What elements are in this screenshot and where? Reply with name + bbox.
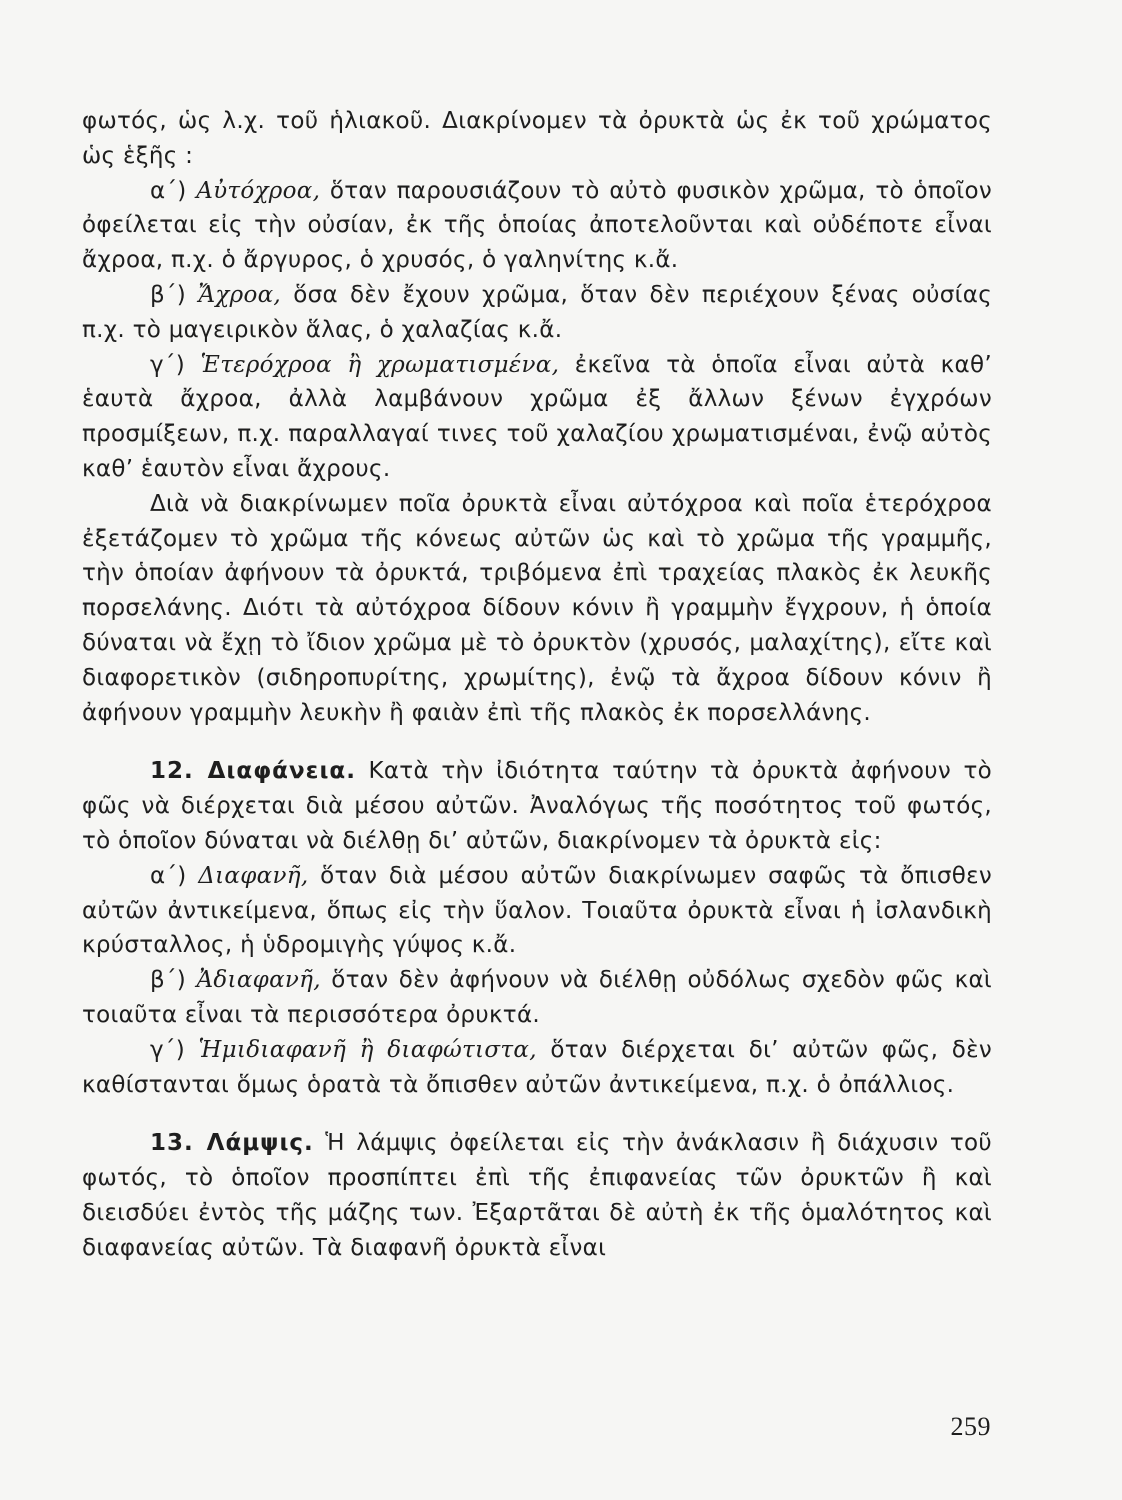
item-term: Αὐτόχροα, [196,177,321,204]
item-text: ἐκεῖνα τὰ ὁποῖα εἶναι αὐτὰ καθ’ ἑαυτὰ ἄχροα, ἀλλὰ λαμβάνουν χρῶμα ἐξ ἄλλων ξένων ἐγχρόων προσμίξεων, π.χ. παραλλαγαί τινες τοῦ χαλαζίου χρωματισμέναι, ἐνῷ αὐτὸς καθ’ ἑαυτὸν εἶναι ἄχρους. [82,351,992,482]
item-text: ὅταν δὲν ἀφήνουν νὰ διέλθῃ οὐδόλως σχεδὸν φῶς καὶ τοιαῦτα εἶναι τὰ περισσότερα ὀρυκτά. [82,967,992,1028]
paragraph-streak-test: Διὰ νὰ διακρίνωμεν ποῖα ὀρυκτὰ εἶναι αὐτόχροα καὶ ποῖα ἑτερόχροα ἐξετάζομεν τὸ χρῶμα τῆς κόνεως αὐτῶν ὡς καὶ τὸ χρῶμα τῆς γραμμῆς, τὴν ὁποίαν ἀφήνουν τὰ ὀρυκτά, τριβόμενα ἐπὶ τραχείας πλακὸς ἐκ λευκῆς πορσελάνης. Διότι τὰ αὐτόχροα δίδουν κόνιν ἢ γραμμὴν ἔγχρουν, ἡ ὁποία δύναται νὰ ἔχῃ τὸ ἴδιον χρῶμα μὲ τὸ ὀρυκτὸν (χρυσός, μαλαχίτης), εἴτε καὶ διαφορετικὸν (σιδηροπυρίτης, χρωμίτης), ἐνῷ τὰ ἄχροα δίδουν κόνιν ἢ ἀφήνουν γραμμὴν λευκὴν ἢ φαιὰν ἐπὶ τῆς πλακὸς ἐκ πορσελλάνης. [82,490,992,726]
body-text [82,104,992,1266]
list-item-diafani [82,859,992,963]
section-text: Ἡ λάμψις ὀφείλεται εἰς τὴν ἀνάκλασιν ἢ διάχυσιν τοῦ φωτός, τὸ ὁποῖον προσπίπτει ἐπὶ τῆς ἐπιφανείας τῶν ὀρυκτῶν ἢ καὶ διεισδύει ἐντὸς τῆς μάζης των. Ἐξαρτᾶται δὲ αὐτὴ ἐκ τῆς ὁμαλότητος καὶ διαφανείας αὐτῶν. Τὰ διαφανῆ ὀρυκτὰ εἶναι [82,1130,992,1261]
list-item-achroa [82,278,992,348]
item-marker: β΄) [150,967,187,994]
item-term: Ἄχροα, [198,281,282,308]
item-term: Ἑτερόχροα ἢ χρωματισμένα, [200,351,560,378]
section-text: Κατὰ τὴν ἰδιότητα ταύτην τὰ ὀρυκτὰ ἀφήνουν τὸ φῶς νὰ διέρχεται διὰ μέσου αὐτῶν. Ἀναλόγως τῆς ποσότητος τοῦ φωτός, τὸ ὁποῖον δύναται νὰ διέλθῃ δι’ αὐτῶν, διακρίνομεν τὰ ὀρυκτὰ εἰς: [82,758,993,854]
item-marker: β΄) [150,281,187,308]
item-marker: α΄) [150,862,187,889]
list-item-imidiafani [82,1033,992,1103]
item-text: ὅταν διὰ μέσου αὐτῶν διακρίνωμεν σαφῶς τὰ ὄπισθεν αὐτῶν ἀντικείμενα, ὅπως εἰς τὴν ὕαλον. Τοιαῦτα ὀρυκτὰ εἶναι ἡ ἰσλανδικὴ κρύσταλλος, ἡ ὑδρομιγὴς γύψος κ.ἄ. [82,862,992,959]
section-heading: 13. Λάμψις. [150,1130,314,1157]
page-number: 259 [950,1412,991,1441]
item-marker: γ΄) [150,1036,185,1063]
section-13-lampsis [82,1126,992,1265]
paragraph-continuation: φωτός, ὡς λ.χ. τοῦ ἡλιακοῦ. Διακρίνομεν τὰ ὀρυκτὰ ὡς ἐκ τοῦ χρώματος ὡς ἑξῆς : [82,108,992,169]
item-term: Διαφανῆ, [198,862,309,889]
item-term: Ἡμιδιαφανῆ ἢ διαφώτιστα, [198,1036,537,1063]
list-item-heterochroa [82,348,992,487]
item-text: ὅταν παρουσιάζουν τὸ αὐτὸ φυσικὸν χρῶμα, τὸ ὁποῖον ὀφείλεται εἰς τὴν οὐσίαν, ἐκ τῆς ὁποίας ἀποτελοῦνται καὶ οὐδέποτε εἶναι ἄχροα, π.χ. ὁ ἄργυρος, ὁ χρυσός, ὁ γαληνίτης κ.ἄ. [82,177,992,274]
item-marker: α΄) [150,177,187,204]
item-text: ὅταν διέρχεται δι’ αὐτῶν φῶς, δὲν καθίστανται ὅμως ὁρατὰ τὰ ὄπισθεν αὐτῶν ἀντικείμενα, π.χ. ὁ ὀπάλλιος. [82,1036,992,1098]
section-12-diafaneia [82,754,992,858]
item-marker: γ΄) [150,351,185,378]
list-item-adiafani [82,963,992,1033]
section-heading: 12. Διαφάνεια. [150,758,356,785]
item-text: ὅσα δὲν ἔχουν χρῶμα, ὅταν δὲν περιέχουν ξένας οὐσίας π.χ. τὸ μαγειρικὸν ἅλας, ὁ χαλαζίας κ.ἄ. [82,281,992,343]
item-term: Ἀδιαφανῆ, [196,967,321,994]
list-item-autochroa [82,174,992,278]
